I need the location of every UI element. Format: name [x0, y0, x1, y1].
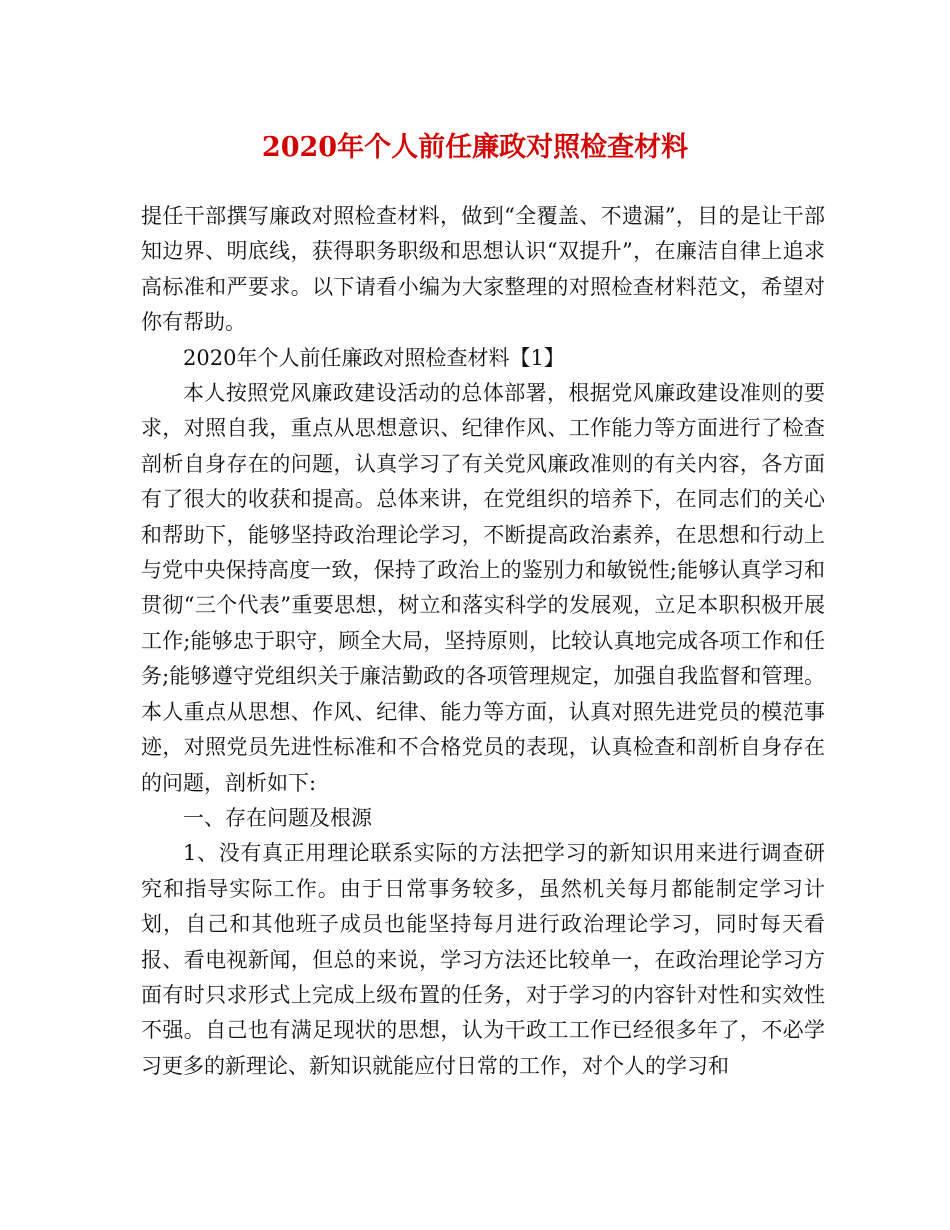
document-title: 2020年个人前任廉政对照检查材料 [261, 132, 689, 163]
section-heading: 2020年个人前任廉政对照检查材料【1】 [183, 345, 565, 370]
body-paragraph: 本人按照党风廉政建设活动的总体部署，根据党风廉政建设准则的要求，对照自我，重点从思想意识、纪律作风、工作能力等方面进行了检查剖析自身存在的问题，认真学习了有关党风廉政准则的有关内容，各方面有了很大的收获和提高。总体来讲，在党组织的培养下，在同志们的关心和帮助下，能够坚持政治理论学习，不断提高政治素养，在思想和行动上与党中央保持高度一致，保持了政治上的鉴别力和敏锐性;能够认真学习和贯彻“三个代表”重要思想，树立和落实科学的发展观，立足本职积极开展工作;能够忠于职守，顾全大局，坚持原则，比较认真地完成各项工作和任务;能够遵守党组织关于廉洁勤政的各项管理规定，加强自我监督和管理。本人重点从思想、作风、纪律、能力等方面，认真对照先进党员的模范事迹，对照党员先进性标准和不合格党员的表现，认真检查和剖析自身存在的问题，剖析如下: [141, 381, 825, 795]
intro-paragraph: 提任干部撰写廉政对照检查材料，做到“全覆盖、不遗漏”，目的是让干部知边界、明底线，获得职务职级和思想认识“双提升”，在廉洁自律上追求高标准和严要求。以下请看小编为大家整理的对照检查材料范文，希望对你有帮助。 [141, 204, 825, 335]
document-body [141, 199, 825, 1084]
body-paragraph: 1、没有真正用理论联系实际的方法把学习的新知识用来进行调查研究和指导实际工作。由于日常事务较多，虽然机关每月都能制定学习计划，自己和其他班子成员也能坚持每月进行政治理论学习，同时每天看报、看电视新闻，但总的来说，学习方法还比较单一，在政治理论学习方面有时只求形式上完成上级布置的任务，对于学习的内容针对性和实效性不强。自己也有满足现状的思想，认为干政工工作已经很多年了，不必学习更多的新理论、新知识就能应付日常的工作，对个人的学习和 [141, 841, 825, 1078]
subsection-heading: 一、存在问题及根源 [183, 805, 372, 830]
